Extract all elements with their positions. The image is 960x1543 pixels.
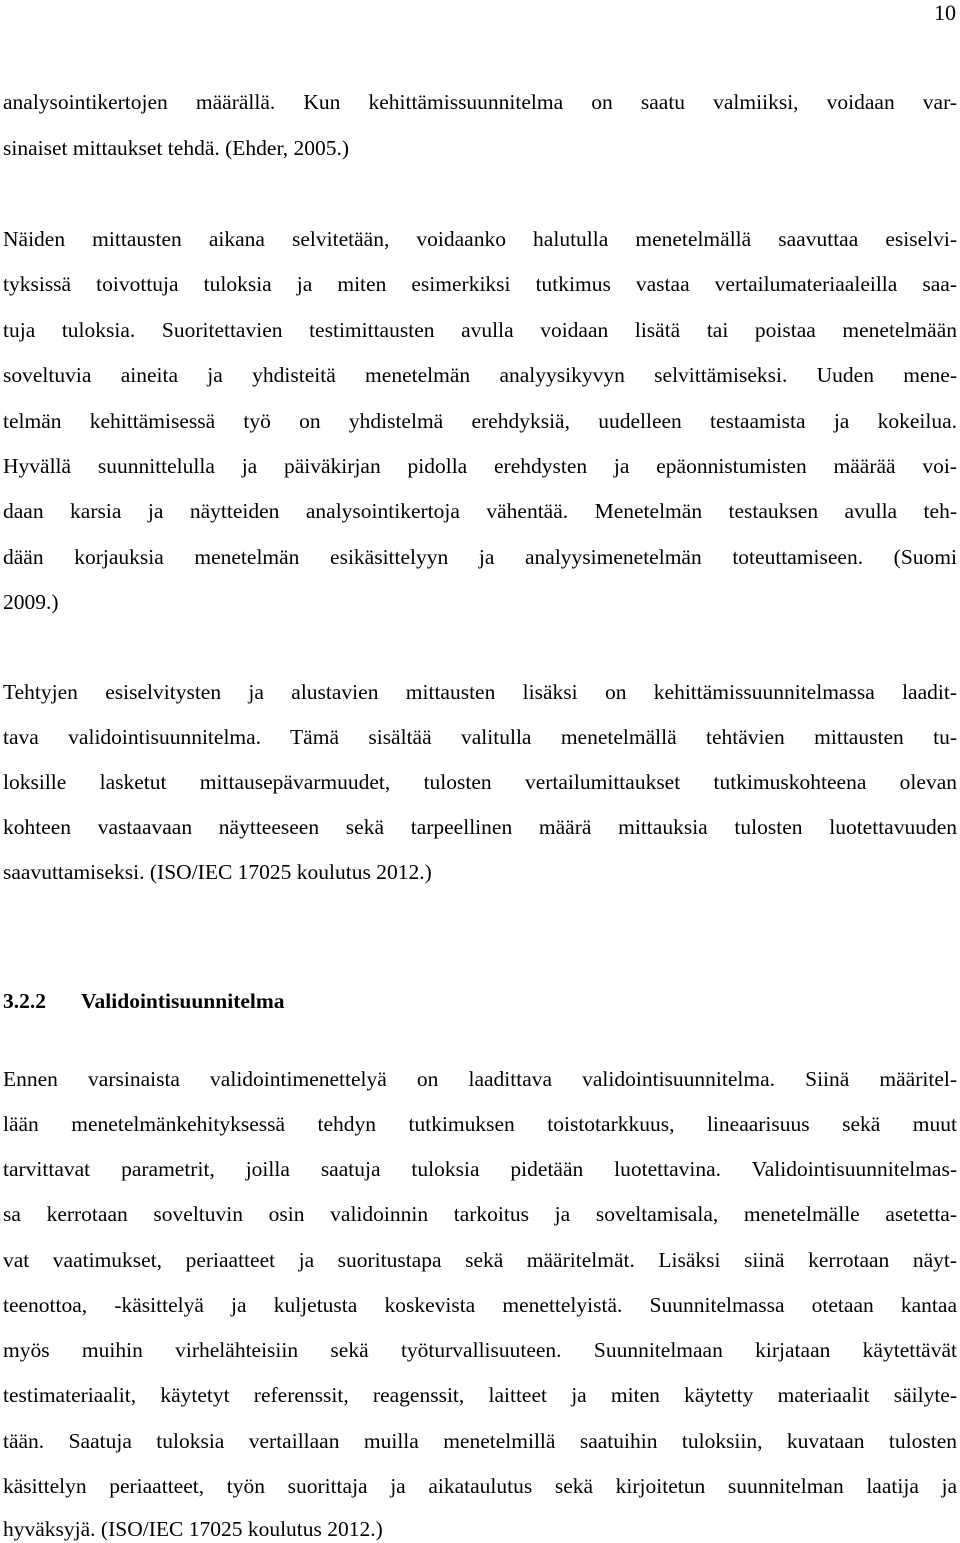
text-line: sinaiset mittaukset tehdä. (Ehder, 2005.) [3, 136, 350, 160]
text-line: hyväksyjä. (ISO/IEC 17025 koulutus 2012.) [3, 1517, 383, 1541]
text-line: 2009.) [3, 590, 59, 614]
page-number: 10 [934, 0, 956, 25]
text-line: analysointikertojen määrällä. Kun kehittämissuunnitelma on saatu valmiiksi, voidaan var- [3, 90, 957, 114]
text-line: soveltuvia aineita ja yhdisteitä menetelmän analyysikyvyn selvittämiseksi. Uuden mene- [3, 363, 957, 387]
text-line: käsittelyn periaatteet, työn suorittaja ja aikataulutus sekä kirjoitetun suunnitelman laatija ja [3, 1474, 957, 1498]
section-number: 3.2.2 [3, 989, 46, 1013]
text-line: Ennen varsinaista validointimenettelyä on laadittava validointisuunnitelma. Siinä määritel- [3, 1067, 957, 1091]
section-title: Validointisuunnitelma [81, 989, 285, 1013]
text-line: loksille lasketut mittausepävarmuudet, tulosten vertailumittaukset tutkimuskohteena olevan [3, 770, 957, 794]
text-line: kohteen vastaavaan näytteeseen sekä tarpeellinen määrä mittauksia tulosten luotettavuuden [3, 815, 957, 839]
text-line: tään. Saatuja tuloksia vertaillaan muilla menetelmillä saatuihin tuloksiin, kuvataan tulosten [3, 1429, 957, 1453]
section-heading [3, 987, 285, 1015]
text-line: testimateriaalit, käytetyt referenssit, reagenssit, laitteet ja miten käytetty materiaalit säilyte- [3, 1383, 957, 1407]
text-line: tarvittavat parametrit, joilla saatuja tuloksia pidetään luotettavina. Validointisuunnitelmas- [3, 1157, 957, 1181]
text-line: tyksissä toivottuja tuloksia ja miten esimerkiksi tutkimus vastaa vertailumateriaaleilla saa- [3, 272, 957, 296]
text-line: teenottoa, -käsittelyä ja kuljetusta koskevista menettelyistä. Suunnitelmassa otetaan kantaa [3, 1293, 957, 1317]
text-line: tuja tuloksia. Suoritettavien testimittausten avulla voidaan lisätä tai poistaa menetelmään [3, 318, 957, 342]
text-line: telmän kehittämisessä työ on yhdistelmä erehdyksiä, uudelleen testaamista ja kokeilua. [3, 409, 957, 433]
text-line: daan karsia ja näytteiden analysointikertoja vähentää. Menetelmän testauksen avulla teh- [3, 499, 957, 523]
text-line: dään korjauksia menetelmän esikäsittelyyn ja analyysimenetelmän toteuttamiseen. (Suomi [3, 545, 957, 569]
text-line: lään menetelmänkehityksessä tehdyn tutkimuksen toistotarkkuus, lineaarisuus sekä muut [3, 1112, 957, 1136]
text-line: Tehtyjen esiselvitysten ja alustavien mittausten lisäksi on kehittämissuunnitelmassa laadit- [3, 680, 957, 704]
text-line: sa kerrotaan soveltuvin osin validoinnin tarkoitus ja soveltamisala, menetelmälle asetetta- [3, 1202, 957, 1226]
text-line: saavuttamiseksi. (ISO/IEC 17025 koulutus 2012.) [3, 860, 432, 884]
text-line: vat vaatimukset, periaatteet ja suoritustapa sekä määritelmät. Lisäksi siinä kerrotaan näyt- [3, 1248, 957, 1272]
text-line: Hyvällä suunnittelulla ja päiväkirjan pidolla erehdysten ja epäonnistumisten määrää voi- [3, 454, 957, 478]
text-line: myös muihin virhelähteisiin sekä työturvallisuuteen. Suunnitelmaan kirjataan käytettävät [3, 1338, 957, 1362]
text-line: tava validointisuunnitelma. Tämä sisältää valitulla menetelmällä tehtävien mittausten tu- [3, 725, 957, 749]
text-line: Näiden mittausten aikana selvitetään, voidaanko halutulla menetelmällä saavuttaa esiselvi- [3, 227, 957, 251]
